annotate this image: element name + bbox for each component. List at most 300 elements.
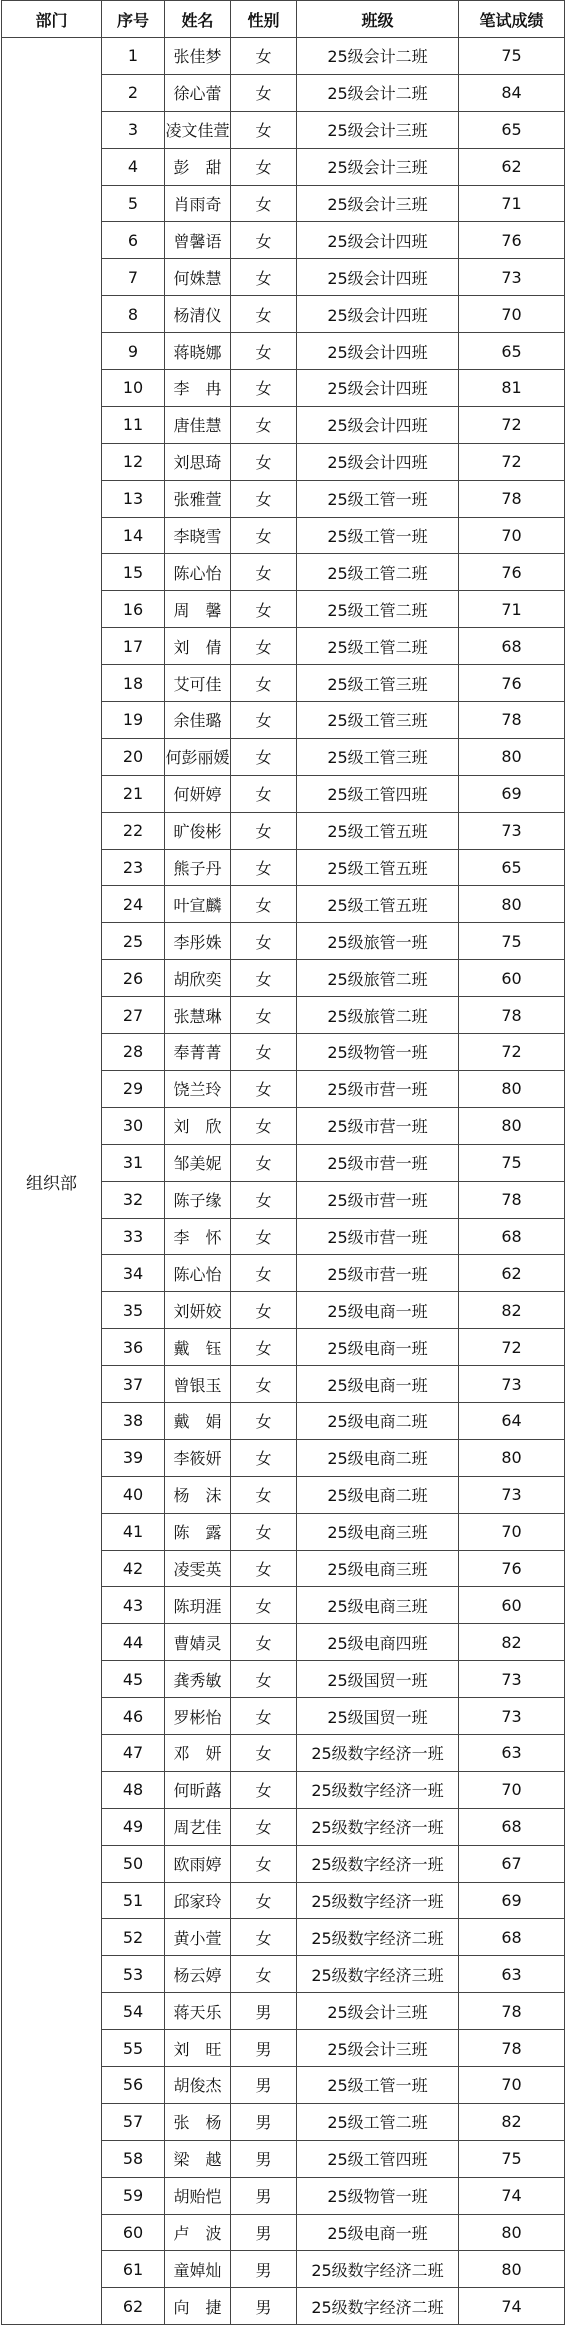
cell-gender: 女 (231, 1476, 297, 1513)
cell-score: 73 (459, 1476, 565, 1513)
cell-name: 陈心怡 (165, 554, 231, 591)
cell-score: 73 (459, 1661, 565, 1698)
cell-score: 68 (459, 1808, 565, 1845)
cell-name: 张 杨 (165, 2103, 231, 2140)
cell-index: 51 (102, 1882, 165, 1919)
cell-name: 凌雯英 (165, 1550, 231, 1587)
cell-index: 7 (102, 259, 165, 296)
cell-gender: 女 (231, 702, 297, 739)
cell-index: 5 (102, 185, 165, 222)
header-score: 笔试成绩 (459, 1, 565, 38)
cell-gender: 女 (231, 1107, 297, 1144)
cell-class: 25级电商一班 (297, 1366, 459, 1403)
cell-index: 55 (102, 2030, 165, 2067)
cell-index: 44 (102, 1624, 165, 1661)
cell-gender: 女 (231, 1181, 297, 1218)
cell-class: 25级工管三班 (297, 702, 459, 739)
table-row (2, 38, 565, 75)
cell-gender: 女 (231, 812, 297, 849)
cell-gender: 女 (231, 554, 297, 591)
cell-score: 76 (459, 554, 565, 591)
cell-class: 25级旅管二班 (297, 997, 459, 1034)
cell-index: 60 (102, 2214, 165, 2251)
cell-class: 25级物管一班 (297, 1034, 459, 1071)
table-body (2, 38, 565, 2325)
cell-index: 40 (102, 1476, 165, 1513)
cell-score: 73 (459, 1698, 565, 1735)
cell-gender: 女 (231, 1698, 297, 1735)
cell-gender: 男 (231, 2140, 297, 2177)
cell-score: 67 (459, 1845, 565, 1882)
cell-index: 9 (102, 333, 165, 370)
cell-gender: 女 (231, 1550, 297, 1587)
cell-name: 蒋天乐 (165, 1993, 231, 2030)
cell-score: 68 (459, 1218, 565, 1255)
cell-class: 25级工管二班 (297, 554, 459, 591)
cell-gender: 女 (231, 1366, 297, 1403)
cell-class: 25级工管五班 (297, 886, 459, 923)
cell-name: 刘 倩 (165, 628, 231, 665)
cell-name: 蒋晓娜 (165, 333, 231, 370)
cell-index: 54 (102, 1993, 165, 2030)
cell-name: 肖雨奇 (165, 185, 231, 222)
cell-score: 82 (459, 2103, 565, 2140)
cell-gender: 男 (231, 2251, 297, 2288)
cell-gender: 女 (231, 960, 297, 997)
cell-name: 黄小萱 (165, 1919, 231, 1956)
cell-class: 25级会计三班 (297, 185, 459, 222)
cell-index: 45 (102, 1661, 165, 1698)
cell-gender: 女 (231, 1144, 297, 1181)
cell-department: 组织部 (2, 38, 102, 2325)
cell-score: 75 (459, 1144, 565, 1181)
cell-index: 25 (102, 923, 165, 960)
cell-class: 25级会计四班 (297, 259, 459, 296)
cell-score: 82 (459, 1624, 565, 1661)
cell-index: 14 (102, 517, 165, 554)
cell-name: 刘思琦 (165, 443, 231, 480)
cell-class: 25级市营一班 (297, 1255, 459, 1292)
cell-gender: 女 (231, 74, 297, 111)
cell-class: 25级数字经济一班 (297, 1845, 459, 1882)
cell-index: 3 (102, 111, 165, 148)
cell-name: 张佳梦 (165, 38, 231, 75)
cell-class: 25级数字经济二班 (297, 2288, 459, 2325)
cell-gender: 女 (231, 1845, 297, 1882)
cell-class: 25级会计四班 (297, 222, 459, 259)
cell-name: 刘 旺 (165, 2030, 231, 2067)
header-gender: 性别 (231, 1, 297, 38)
cell-class: 25级电商四班 (297, 1624, 459, 1661)
cell-name: 艾可佳 (165, 665, 231, 702)
cell-name: 旷俊彬 (165, 812, 231, 849)
cell-gender: 男 (231, 2103, 297, 2140)
cell-gender: 女 (231, 1956, 297, 1993)
cell-class: 25级数字经济一班 (297, 1734, 459, 1771)
cell-index: 29 (102, 1070, 165, 1107)
cell-gender: 女 (231, 1329, 297, 1366)
cell-index: 10 (102, 370, 165, 407)
cell-gender: 女 (231, 923, 297, 960)
cell-gender: 女 (231, 222, 297, 259)
cell-name: 向 捷 (165, 2288, 231, 2325)
cell-score: 72 (459, 406, 565, 443)
cell-score: 76 (459, 1550, 565, 1587)
cell-name: 梁 越 (165, 2140, 231, 2177)
cell-gender: 女 (231, 185, 297, 222)
cell-name: 曾馨语 (165, 222, 231, 259)
cell-gender: 男 (231, 2288, 297, 2325)
cell-gender: 女 (231, 1070, 297, 1107)
cell-name: 邹美妮 (165, 1144, 231, 1181)
cell-index: 6 (102, 222, 165, 259)
cell-gender: 女 (231, 443, 297, 480)
cell-class: 25级会计四班 (297, 406, 459, 443)
cell-class: 25级工管五班 (297, 812, 459, 849)
cell-gender: 女 (231, 1034, 297, 1071)
cell-gender: 男 (231, 1993, 297, 2030)
cell-index: 38 (102, 1402, 165, 1439)
cell-score: 80 (459, 1439, 565, 1476)
cell-class: 25级工管二班 (297, 628, 459, 665)
cell-class: 25级电商二班 (297, 1439, 459, 1476)
cell-gender: 女 (231, 665, 297, 702)
cell-name: 邓 妍 (165, 1734, 231, 1771)
cell-index: 22 (102, 812, 165, 849)
cell-index: 30 (102, 1107, 165, 1144)
cell-name: 杨 沫 (165, 1476, 231, 1513)
cell-gender: 女 (231, 997, 297, 1034)
cell-gender: 女 (231, 296, 297, 333)
cell-class: 25级市营一班 (297, 1144, 459, 1181)
cell-score: 70 (459, 1513, 565, 1550)
cell-name: 张雅萱 (165, 480, 231, 517)
cell-name: 陈 露 (165, 1513, 231, 1550)
cell-name: 童婥灿 (165, 2251, 231, 2288)
cell-class: 25级数字经济二班 (297, 1919, 459, 1956)
cell-name: 龚秀敏 (165, 1661, 231, 1698)
cell-score: 65 (459, 111, 565, 148)
cell-name: 戴 娟 (165, 1402, 231, 1439)
cell-index: 48 (102, 1771, 165, 1808)
cell-score: 74 (459, 2288, 565, 2325)
cell-name: 杨清仪 (165, 296, 231, 333)
cell-class: 25级工管五班 (297, 849, 459, 886)
cell-score: 78 (459, 480, 565, 517)
cell-index: 23 (102, 849, 165, 886)
cell-class: 25级国贸一班 (297, 1661, 459, 1698)
cell-index: 43 (102, 1587, 165, 1624)
cell-name: 欧雨婷 (165, 1845, 231, 1882)
header-row (2, 1, 565, 38)
cell-gender: 女 (231, 1734, 297, 1771)
cell-name: 刘 欣 (165, 1107, 231, 1144)
cell-class: 25级会计二班 (297, 38, 459, 75)
cell-class: 25级会计三班 (297, 111, 459, 148)
cell-index: 20 (102, 738, 165, 775)
cell-index: 57 (102, 2103, 165, 2140)
cell-index: 34 (102, 1255, 165, 1292)
cell-gender: 女 (231, 38, 297, 75)
cell-name: 周 馨 (165, 591, 231, 628)
cell-score: 80 (459, 738, 565, 775)
cell-score: 70 (459, 296, 565, 333)
cell-gender: 女 (231, 628, 297, 665)
cell-score: 63 (459, 1734, 565, 1771)
cell-class: 25级会计三班 (297, 1993, 459, 2030)
cell-name: 何昕蕗 (165, 1771, 231, 1808)
cell-name: 张慧琳 (165, 997, 231, 1034)
cell-name: 周艺佳 (165, 1808, 231, 1845)
cell-name: 李筱妍 (165, 1439, 231, 1476)
cell-name: 何妍婷 (165, 775, 231, 812)
cell-index: 61 (102, 2251, 165, 2288)
cell-gender: 女 (231, 370, 297, 407)
cell-name: 胡俊杰 (165, 2066, 231, 2103)
cell-gender: 女 (231, 111, 297, 148)
cell-score: 84 (459, 74, 565, 111)
cell-gender: 女 (231, 1439, 297, 1476)
cell-gender: 女 (231, 1587, 297, 1624)
cell-index: 59 (102, 2177, 165, 2214)
cell-class: 25级工管一班 (297, 2066, 459, 2103)
cell-gender: 男 (231, 2177, 297, 2214)
cell-score: 76 (459, 222, 565, 259)
cell-score: 64 (459, 1402, 565, 1439)
cell-score: 65 (459, 849, 565, 886)
cell-class: 25级会计三班 (297, 148, 459, 185)
cell-class: 25级电商一班 (297, 1292, 459, 1329)
cell-index: 56 (102, 2066, 165, 2103)
cell-index: 46 (102, 1698, 165, 1735)
cell-gender: 女 (231, 480, 297, 517)
cell-gender: 女 (231, 1771, 297, 1808)
cell-name: 饶兰玲 (165, 1070, 231, 1107)
cell-score: 68 (459, 1919, 565, 1956)
cell-name: 唐佳慧 (165, 406, 231, 443)
cell-index: 32 (102, 1181, 165, 1218)
cell-class: 25级国贸一班 (297, 1698, 459, 1735)
cell-score: 75 (459, 923, 565, 960)
cell-class: 25级市营一班 (297, 1218, 459, 1255)
cell-gender: 女 (231, 886, 297, 923)
cell-index: 58 (102, 2140, 165, 2177)
cell-score: 73 (459, 1366, 565, 1403)
cell-score: 82 (459, 1292, 565, 1329)
cell-class: 25级电商三班 (297, 1587, 459, 1624)
cell-index: 15 (102, 554, 165, 591)
cell-class: 25级电商三班 (297, 1513, 459, 1550)
cell-name: 陈子缘 (165, 1181, 231, 1218)
cell-index: 2 (102, 74, 165, 111)
cell-gender: 女 (231, 591, 297, 628)
cell-score: 62 (459, 1255, 565, 1292)
cell-gender: 女 (231, 148, 297, 185)
cell-name: 杨云婷 (165, 1956, 231, 1993)
cell-name: 邱家玲 (165, 1882, 231, 1919)
cell-index: 18 (102, 665, 165, 702)
cell-name: 曹婧灵 (165, 1624, 231, 1661)
cell-score: 69 (459, 775, 565, 812)
cell-name: 李 怀 (165, 1218, 231, 1255)
cell-class: 25级工管二班 (297, 591, 459, 628)
cell-index: 49 (102, 1808, 165, 1845)
cell-name: 何姝慧 (165, 259, 231, 296)
cell-class: 25级会计二班 (297, 74, 459, 111)
cell-score: 71 (459, 591, 565, 628)
cell-index: 16 (102, 591, 165, 628)
cell-gender: 男 (231, 2214, 297, 2251)
cell-class: 25级工管一班 (297, 517, 459, 554)
cell-score: 74 (459, 2177, 565, 2214)
cell-score: 80 (459, 2251, 565, 2288)
cell-class: 25级数字经济一班 (297, 1771, 459, 1808)
cell-gender: 女 (231, 517, 297, 554)
cell-index: 35 (102, 1292, 165, 1329)
cell-index: 36 (102, 1329, 165, 1366)
cell-class: 25级会计三班 (297, 2030, 459, 2067)
cell-gender: 女 (231, 1255, 297, 1292)
cell-class: 25级电商二班 (297, 1476, 459, 1513)
cell-index: 13 (102, 480, 165, 517)
cell-score: 65 (459, 333, 565, 370)
cell-score: 63 (459, 1956, 565, 1993)
cell-index: 62 (102, 2288, 165, 2325)
cell-score: 68 (459, 628, 565, 665)
header-class: 班级 (297, 1, 459, 38)
cell-score: 72 (459, 1034, 565, 1071)
cell-class: 25级会计四班 (297, 296, 459, 333)
cell-index: 50 (102, 1845, 165, 1882)
cell-gender: 女 (231, 849, 297, 886)
cell-score: 78 (459, 1181, 565, 1218)
cell-name: 曾银玉 (165, 1366, 231, 1403)
cell-class: 25级数字经济三班 (297, 1956, 459, 1993)
cell-index: 52 (102, 1919, 165, 1956)
cell-index: 26 (102, 960, 165, 997)
cell-index: 21 (102, 775, 165, 812)
cell-score: 75 (459, 38, 565, 75)
cell-score: 80 (459, 2214, 565, 2251)
cell-index: 4 (102, 148, 165, 185)
cell-name: 余佳璐 (165, 702, 231, 739)
cell-index: 47 (102, 1734, 165, 1771)
cell-class: 25级市营一班 (297, 1070, 459, 1107)
cell-name: 罗彬怡 (165, 1698, 231, 1735)
cell-score: 80 (459, 886, 565, 923)
cell-class: 25级工管三班 (297, 665, 459, 702)
cell-index: 19 (102, 702, 165, 739)
cell-class: 25级工管四班 (297, 2140, 459, 2177)
cell-index: 42 (102, 1550, 165, 1587)
cell-name: 熊子丹 (165, 849, 231, 886)
cell-score: 73 (459, 259, 565, 296)
cell-gender: 女 (231, 1292, 297, 1329)
cell-class: 25级电商三班 (297, 1550, 459, 1587)
cell-index: 33 (102, 1218, 165, 1255)
cell-score: 81 (459, 370, 565, 407)
cell-class: 25级旅管一班 (297, 923, 459, 960)
cell-score: 70 (459, 1771, 565, 1808)
cell-class: 25级旅管二班 (297, 960, 459, 997)
cell-class: 25级物管一班 (297, 2177, 459, 2214)
cell-class: 25级工管二班 (297, 2103, 459, 2140)
cell-name: 卢 波 (165, 2214, 231, 2251)
cell-score: 78 (459, 997, 565, 1034)
cell-index: 37 (102, 1366, 165, 1403)
cell-gender: 女 (231, 333, 297, 370)
cell-gender: 女 (231, 1402, 297, 1439)
cell-gender: 女 (231, 1919, 297, 1956)
header-department: 部门 (2, 1, 102, 38)
cell-score: 60 (459, 1587, 565, 1624)
cell-gender: 女 (231, 259, 297, 296)
header-name: 姓名 (165, 1, 231, 38)
cell-gender: 女 (231, 1218, 297, 1255)
cell-score: 78 (459, 702, 565, 739)
cell-index: 53 (102, 1956, 165, 1993)
cell-name: 徐心蕾 (165, 74, 231, 111)
cell-gender: 女 (231, 1882, 297, 1919)
cell-index: 39 (102, 1439, 165, 1476)
cell-gender: 女 (231, 1624, 297, 1661)
cell-class: 25级电商一班 (297, 2214, 459, 2251)
cell-class: 25级会计四班 (297, 333, 459, 370)
cell-gender: 女 (231, 1661, 297, 1698)
cell-name: 彭 甜 (165, 148, 231, 185)
cell-index: 41 (102, 1513, 165, 1550)
cell-score: 75 (459, 2140, 565, 2177)
cell-class: 25级工管三班 (297, 738, 459, 775)
cell-score: 80 (459, 1070, 565, 1107)
cell-name: 李 冉 (165, 370, 231, 407)
cell-name: 李晓雪 (165, 517, 231, 554)
cell-score: 70 (459, 2066, 565, 2103)
cell-score: 76 (459, 665, 565, 702)
cell-index: 8 (102, 296, 165, 333)
cell-name: 何彭丽媛 (165, 738, 231, 775)
cell-gender: 女 (231, 738, 297, 775)
cell-name: 胡欣奕 (165, 960, 231, 997)
cell-class: 25级数字经济二班 (297, 2251, 459, 2288)
cell-class: 25级市营一班 (297, 1181, 459, 1218)
cell-score: 70 (459, 517, 565, 554)
cell-score: 72 (459, 443, 565, 480)
cell-name: 奉菁菁 (165, 1034, 231, 1071)
cell-class: 25级数字经济一班 (297, 1882, 459, 1919)
cell-name: 陈玥涯 (165, 1587, 231, 1624)
cell-score: 78 (459, 2030, 565, 2067)
cell-name: 叶宣麟 (165, 886, 231, 923)
cell-class: 25级电商二班 (297, 1402, 459, 1439)
cell-index: 11 (102, 406, 165, 443)
cell-index: 1 (102, 38, 165, 75)
cell-name: 凌文佳萱 (165, 111, 231, 148)
cell-name: 戴 钰 (165, 1329, 231, 1366)
cell-score: 71 (459, 185, 565, 222)
cell-index: 27 (102, 997, 165, 1034)
cell-score: 73 (459, 812, 565, 849)
cell-name: 陈心怡 (165, 1255, 231, 1292)
cell-class: 25级会计四班 (297, 443, 459, 480)
cell-class: 25级工管四班 (297, 775, 459, 812)
cell-index: 31 (102, 1144, 165, 1181)
student-score-table (1, 0, 565, 2325)
cell-index: 28 (102, 1034, 165, 1071)
cell-gender: 男 (231, 2066, 297, 2103)
header-index: 序号 (102, 1, 165, 38)
cell-class: 25级市营一班 (297, 1107, 459, 1144)
